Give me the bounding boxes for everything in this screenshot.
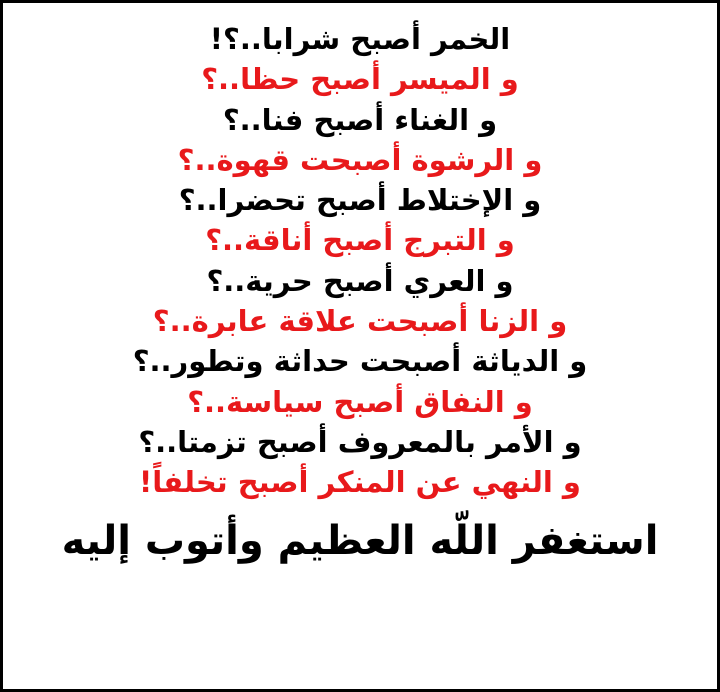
poster-line: و الدياثة أصبحت حداثة وتطور..؟ xyxy=(132,344,588,379)
poster-line: و الرشوة أصبحت قهوة..؟ xyxy=(177,142,543,177)
poster-line: و النهي عن المنكر أصبح تخلفاً! xyxy=(139,465,581,500)
poster-line: و الغناء أصبح فنا..؟ xyxy=(222,102,498,137)
poster-line: الخمر أصبح شرابا..؟! xyxy=(209,22,511,56)
poster-footer-text: استغفر اللّه العظيم وأتوب إليه xyxy=(61,517,659,564)
poster-line: و التبرج أصبح أناقة..؟ xyxy=(205,223,515,258)
poster-line: و الزنا أصبحت علاقة عابرة..؟ xyxy=(152,304,568,339)
poster-lines xyxy=(3,19,717,503)
poster-line: و الميسر أصبح حظا..؟ xyxy=(201,62,519,97)
poster-line: و العري أصبح حرية..؟ xyxy=(206,263,514,298)
poster-line: و الأمر بالمعروف أصبح تزمتا..؟ xyxy=(138,424,582,459)
poster-line: و الإختلاط أصبح تحضرا..؟ xyxy=(178,183,542,218)
poster-line: و النفاق أصبح سياسة..؟ xyxy=(187,384,533,419)
